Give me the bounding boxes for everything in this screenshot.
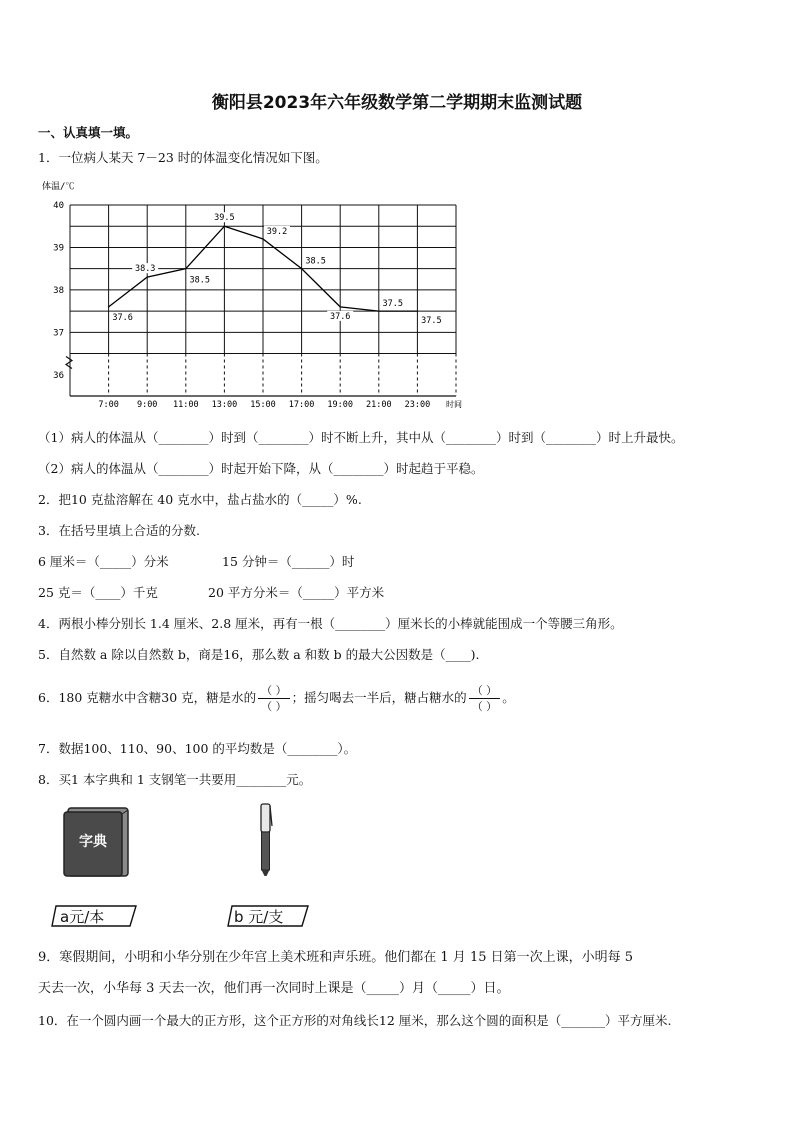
fraction-numerator: （ ） — [469, 683, 501, 699]
question-4: 4．两根小棒分别长 1.4 厘米、2.8 厘米，再有一根（________）厘米长的小棒就能围成一个等腰三角形。 — [38, 616, 623, 631]
question-6 — [38, 683, 515, 714]
data-point — [224, 225, 226, 227]
x-tick-label: 7:00 — [98, 400, 119, 410]
question-8: 8．买1 本字典和 1 支钢笔一共要用________元。 — [38, 772, 312, 787]
x-tick-label: 21:00 — [366, 400, 392, 410]
data-point — [301, 268, 303, 270]
point-labels — [110, 212, 445, 326]
point-label: 38.3 — [134, 264, 156, 275]
question-3: 3．在括号里填上合适的分数. — [38, 523, 200, 538]
x-tick-label: 9:00 — [136, 400, 158, 410]
x-tick-label: 15:00 — [250, 400, 276, 410]
question-1-part-2: （2）病人的体温从（________）时起开始下降，从（________）时起趋于平稳。 — [38, 461, 484, 476]
question-6-text-2: ；摇匀喝去一半后，糖占糖水的 — [291, 690, 467, 705]
fraction-numerator: （ ） — [258, 683, 290, 699]
x-tick-label: 19:00 — [327, 400, 353, 410]
point-label: 37.6 — [112, 312, 133, 323]
y-tick-label: 38 — [53, 285, 64, 296]
fraction-blank-1 — [258, 683, 290, 714]
data-point — [146, 276, 148, 278]
question-1: 1．一位病人某天 7－23 时的体温变化情况如下图。 — [38, 150, 328, 165]
point-label: 39.2 — [266, 226, 288, 237]
point-label: 38.5 — [305, 256, 326, 267]
data-point — [378, 310, 380, 312]
question-3c: 25 克＝（____）千克 — [38, 585, 158, 600]
question-3d: 20 平方分米＝（_____）平方米 — [208, 585, 385, 600]
y-tick-label: 39 — [53, 243, 64, 254]
temperature-line-chart — [38, 178, 478, 412]
x-tick-labels — [98, 400, 430, 410]
data-point — [185, 268, 187, 270]
point-label: 37.6 — [329, 311, 351, 322]
point-label: 39.5 — [214, 213, 235, 224]
page-title: 衡阳县2023年六年级数学第二学期期末监测试题 — [211, 93, 583, 113]
y-tick-label: 37 — [53, 328, 64, 339]
x-tick-label: 11:00 — [173, 400, 199, 410]
point-label: 37.5 — [382, 299, 404, 310]
y-tick-label: 36 — [53, 370, 64, 381]
question-1-part-1: （1）病人的体温从（________）时到（________）时不断上升，其中从（________）时到（________）时上升最快。 — [38, 430, 684, 445]
question-7: 7．数据100、110、90、100 的平均数是（________）。 — [38, 741, 357, 756]
question-5: 5．自然数 a 除以自然数 b，商是16，那么数 a 和数 b 的最大公因数是（____). — [38, 647, 480, 662]
pen-icon — [253, 802, 277, 878]
x-tick-label: 23:00 — [404, 400, 431, 410]
question-10: 10．在一个圆内画一个最大的正方形，这个正方形的对角线长12 厘米，那么这个圆的面积是（_______）平方厘米. — [38, 1013, 672, 1028]
data-point — [417, 310, 419, 312]
question-9-line-2: 天去一次，小华每 3 天去一次，他们再一次同时上课是（_____）月（_____）日。 — [38, 981, 510, 996]
fraction-denominator: （ ） — [471, 700, 498, 713]
question-6-end: 。 — [502, 690, 515, 705]
data-point — [262, 238, 264, 240]
y-tick-label: 40 — [53, 201, 64, 211]
dictionary-label: 字典 — [79, 834, 107, 850]
question-6-text-1: 6．180 克糖水中含糖30 克，糖是水的 — [38, 690, 257, 705]
dictionary-price-label: a元/本 — [60, 908, 105, 926]
x-tick-label: 17:00 — [288, 400, 315, 410]
section-heading: 一、认真填一填。 — [38, 125, 139, 140]
question-2: 2．把10 克盐溶解在 40 克水中，盐占盐水的（_____）%. — [38, 492, 362, 507]
data-point — [339, 306, 341, 308]
fraction-blank-2 — [469, 683, 501, 714]
x-tick-label: 13:00 — [211, 400, 238, 410]
question-3b: 15 分钟＝（______）时 — [222, 554, 355, 569]
data-point — [108, 306, 110, 308]
axis-break-icon — [66, 357, 72, 369]
y-tick-labels — [53, 201, 64, 381]
x-axis-label: 时间 — [446, 400, 462, 409]
fraction-denominator: （ ） — [261, 700, 287, 713]
pen-price-label: b 元/支 — [234, 908, 284, 926]
y-axis-label: 体温/℃ — [42, 182, 75, 192]
question-3a: 6 厘米＝（_____）分米 — [38, 554, 169, 569]
point-label: 37.5 — [421, 316, 442, 327]
point-label: 38.5 — [189, 275, 211, 286]
question-9-line-1: 9．寒假期间，小明和小华分别在少年宫上美术班和声乐班。他们都在 1 月 15 日第一次上课，小明每 5 — [38, 950, 634, 965]
dictionary-icon — [62, 806, 132, 878]
